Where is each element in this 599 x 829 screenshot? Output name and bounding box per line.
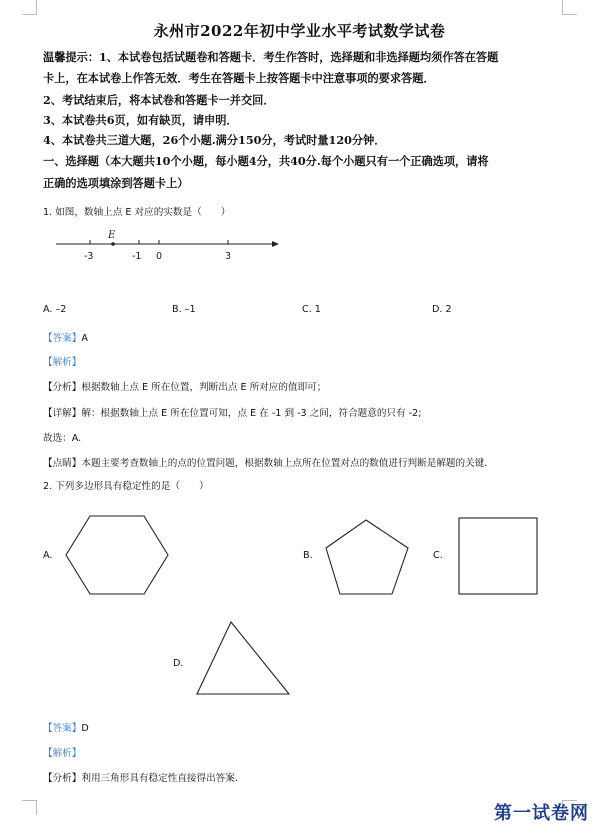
q1-dianjing-row <box>43 455 487 469</box>
answer-value: D <box>81 723 89 734</box>
answer-tag: 【答案】 <box>43 723 82 734</box>
q1-analysis-tag: 【解析】 <box>43 357 82 368</box>
number-line-arrow <box>272 241 279 247</box>
pentagon-figure <box>324 518 410 596</box>
tick-label-minus1: -1 <box>132 251 142 262</box>
hexagon-figure <box>64 514 170 596</box>
tick-label-3: 3 <box>225 251 232 262</box>
q1-guxuan: 故选：A. <box>43 433 82 444</box>
triangle-figure <box>193 620 291 698</box>
q2-fenxi-row <box>43 770 238 784</box>
q1-fenxi-row <box>43 379 326 393</box>
section-heading-line-1: 一、选择题（本大题共10个小题，每小题4分，共40分.每个小题只有一个正确选项，请将 <box>43 154 489 168</box>
fenxi-tag: 【分析】 <box>43 382 82 393</box>
fenxi-text: 利用三角形具有稳定性直接得出答案. <box>81 773 238 784</box>
fenxi-text: 根据数轴上点 E 所在位置，判断出点 E 所对应的值即可； <box>81 382 327 393</box>
number-line-figure <box>50 226 285 266</box>
q1-xiangjie-row <box>43 405 422 419</box>
answer-tag: 【答案】 <box>43 333 82 344</box>
notice-line-3: 2、考试结束后，将本试卷和答题卡一并交回． <box>43 93 275 107</box>
answer-value: A <box>81 333 88 344</box>
xiangjie-tag: 【详解】 <box>43 408 82 419</box>
page-title: 永州市2022年初中学业水平考试数学试卷 <box>153 22 446 40</box>
q2-option-c-label[interactable]: C. <box>433 550 443 561</box>
q1-option-d[interactable]: D. 2 <box>432 304 452 315</box>
tick-label-0: 0 <box>156 251 163 262</box>
notice-line-2: 卡上，在本试卷上作答无效．考生在答题卡上按答题卡中注意事项的要求答题． <box>43 71 435 85</box>
section-heading-line-2: 正确的选项填涂到答题卡上） <box>43 176 189 190</box>
dianjing-tag: 【点睛】 <box>43 458 82 469</box>
square-figure <box>458 517 540 596</box>
dianjing-text: 本题主要考查数轴上的点的位置问题，根据数轴上点所在位置对点的数值进行判断是解题的关键. <box>81 458 488 469</box>
xiangjie-text: 解：根据数轴上点 E 所在位置可知，点 E 在 -1 到 -3 之间，符合题意的只有 -2; <box>81 408 422 419</box>
corner-mark-bottom-left <box>22 800 37 815</box>
q2-option-b-label[interactable]: B. <box>303 550 313 561</box>
q2-answer-row <box>43 720 89 734</box>
q2-analysis-tag: 【解析】 <box>43 748 82 759</box>
notice-line-5: 4、本试卷共三道大题，26个小题.满分150分，考试时量120分钟． <box>43 133 386 147</box>
triangle-shape <box>197 622 289 694</box>
corner-mark-top-left <box>22 0 37 15</box>
notice-line-4: 3、本试卷共6页，如有缺页，请申明． <box>43 113 238 127</box>
corner-mark-top-right <box>562 0 577 15</box>
question-1-stem: 1. 如图，数轴上点 E 对应的实数是（ ） <box>43 207 231 218</box>
square-shape <box>459 518 537 594</box>
hexagon-shape <box>66 516 168 594</box>
q2-option-a-label[interactable]: A. <box>43 550 53 561</box>
point-e-label: E <box>108 230 116 241</box>
site-logo: 第一试卷网 <box>494 803 589 824</box>
q1-option-b[interactable]: B. –1 <box>172 304 196 315</box>
tick-label-minus3: -3 <box>84 251 94 262</box>
fenxi-tag: 【分析】 <box>43 773 82 784</box>
pentagon-shape <box>326 520 408 594</box>
question-2-stem: 2. 下列多边形具有稳定性的是（ ） <box>43 481 209 492</box>
point-e-dot <box>111 242 115 246</box>
q2-option-d-label[interactable]: D. <box>173 658 184 669</box>
notice-line-1: 温馨提示：1、本试卷包括试题卷和答题卡．考生作答时，选择题和非选择题均须作答在答题 <box>43 50 499 64</box>
q1-answer-row <box>43 330 88 344</box>
q1-option-c[interactable]: C. 1 <box>302 304 321 315</box>
q1-option-a[interactable]: A. –2 <box>43 304 67 315</box>
